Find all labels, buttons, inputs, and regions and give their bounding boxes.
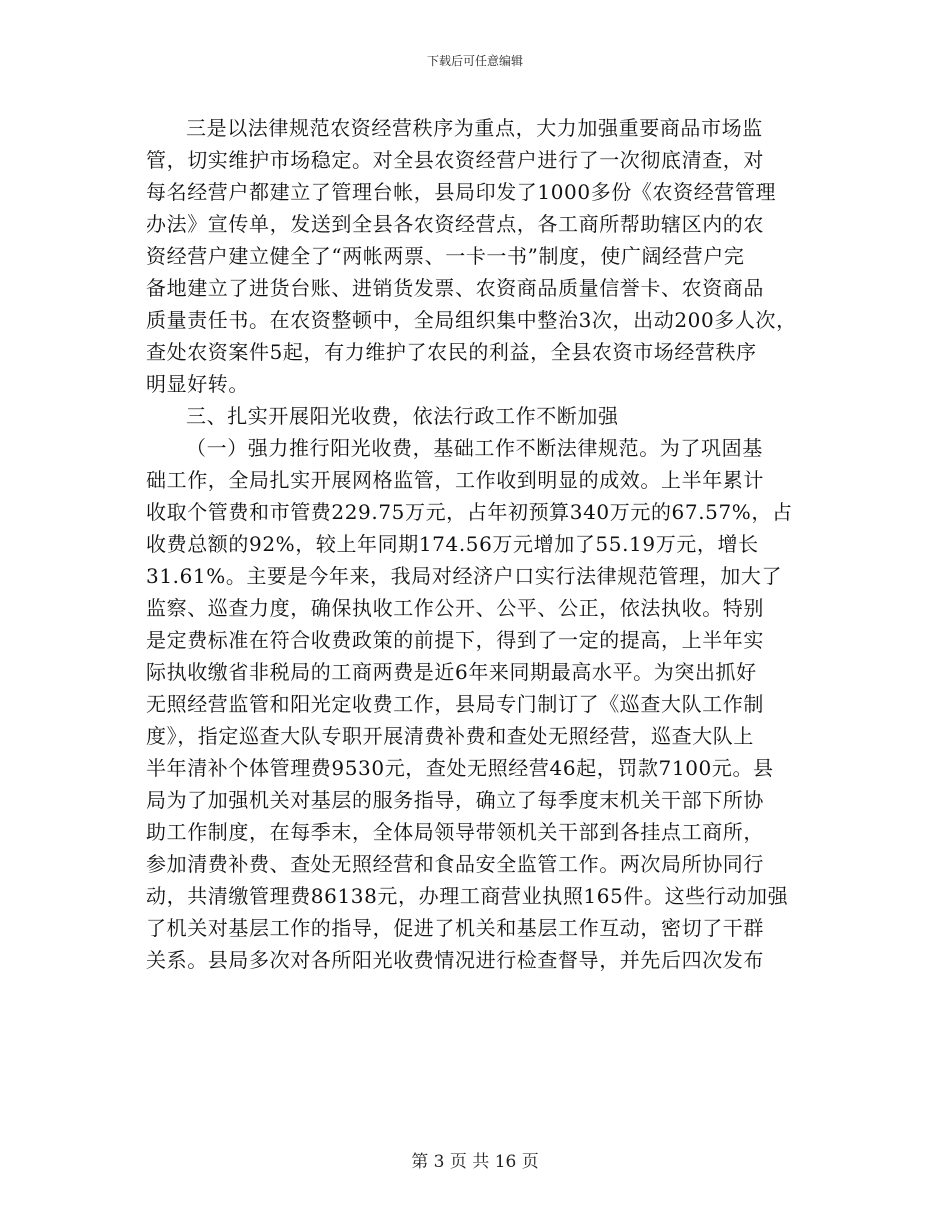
paragraph-line: 查处农资案件5起，有力维护了农民的利益，全县农资市场经营秩序 [146,340,757,364]
paragraph-line: 明显好转。 [146,372,249,396]
paragraph-line: 备地建立了进货台账、进销货发票、农资商品质量信誉卡、农资商品 [146,276,764,300]
paragraph-line: 质量责任书。在农资整顿中，全局组织集中整治3次，出动200多人次， [146,308,797,332]
paragraph-line: 半年清补个体管理费9530元，查处无照经营46起，罚款7100元。县 [146,756,774,780]
paragraph-line: （一）强力推行阳光收费，基础工作不断法律规范。为了巩固基 [186,436,763,460]
paragraph-line: 动，共清缴管理费86138元，办理工商营业执照165件。这些行动加强 [146,884,789,908]
document-body [146,112,826,976]
paragraph-line: 三是以法律规范农资经营秩序为重点，大力加强重要商品市场监 [186,116,763,140]
paragraph-line: 资经营户建立健全了“两帐两票、一卡一书”制度，使广阔经营户完 [146,244,745,268]
paragraph-line: 无照经营监管和阳光定收费工作，县局专门制订了《巡查大队工作制 [146,692,764,716]
paragraph-line: 础工作，全局扎实开展网格监管，工作收到明显的成效。上半年累计 [146,468,764,492]
paragraph-line: 办法》宣传单，发送到全县各农资经营点，各工商所帮助辖区内的农 [146,212,764,236]
paragraph-line: 关系。县局多次对各所阳光收费情况进行检查督导，并先后四次发布 [146,948,764,972]
section-heading: 三、扎实开展阳光收费，依法行政工作不断加强 [186,404,619,428]
page-number-footer: 第 3 页 共 16 页 [411,1152,539,1172]
paragraph-line: 了机关对基层工作的指导，促进了机关和基层工作互动，密切了干群 [146,916,764,940]
paragraph-line: 参加清费补费、查处无照经营和食品安全监管工作。两次局所协同行 [146,852,764,876]
paragraph-line: 收取个管费和市管费229.75万元，占年初预算340万元的67.57%，占 [146,500,793,524]
page-header: 下载后可任意编辑 [426,54,523,68]
paragraph-line: 收费总额的92%，较上年同期174.56万元增加了55.19万元，增长 [146,532,759,556]
paragraph-line: 每名经营户都建立了管理台帐，县局印发了1000多份《农资经营管理 [146,180,777,204]
paragraph-line: 是定费标准在符合收费政策的前提下，得到了一定的提高，上半年实 [146,628,764,652]
paragraph-line: 监察、巡查力度，确保执收工作公开、公平、公正，依法执收。特别 [146,596,764,620]
paragraph-line: 局为了加强机关对基层的服务指导，确立了每季度末机关干部下所协 [146,788,764,812]
paragraph-line: 度》，指定巡查大队专职开展清费补费和查处无照经营，巡查大队上 [146,724,754,748]
paragraph-line: 管，切实维护市场稳定。对全县农资经营户进行了一次彻底清查，对 [146,148,764,172]
paragraph-line: 助工作制度，在每季末，全体局领导带领机关干部到各挂点工商所， [146,820,764,844]
paragraph-line: 31.61%。主要是今年来，我局对经济户口实行法律规范管理，加大了 [146,564,783,588]
paragraph-line: 际执收缴省非税局的工商两费是近6年来同期最高水平。为突出抓好 [146,660,757,684]
